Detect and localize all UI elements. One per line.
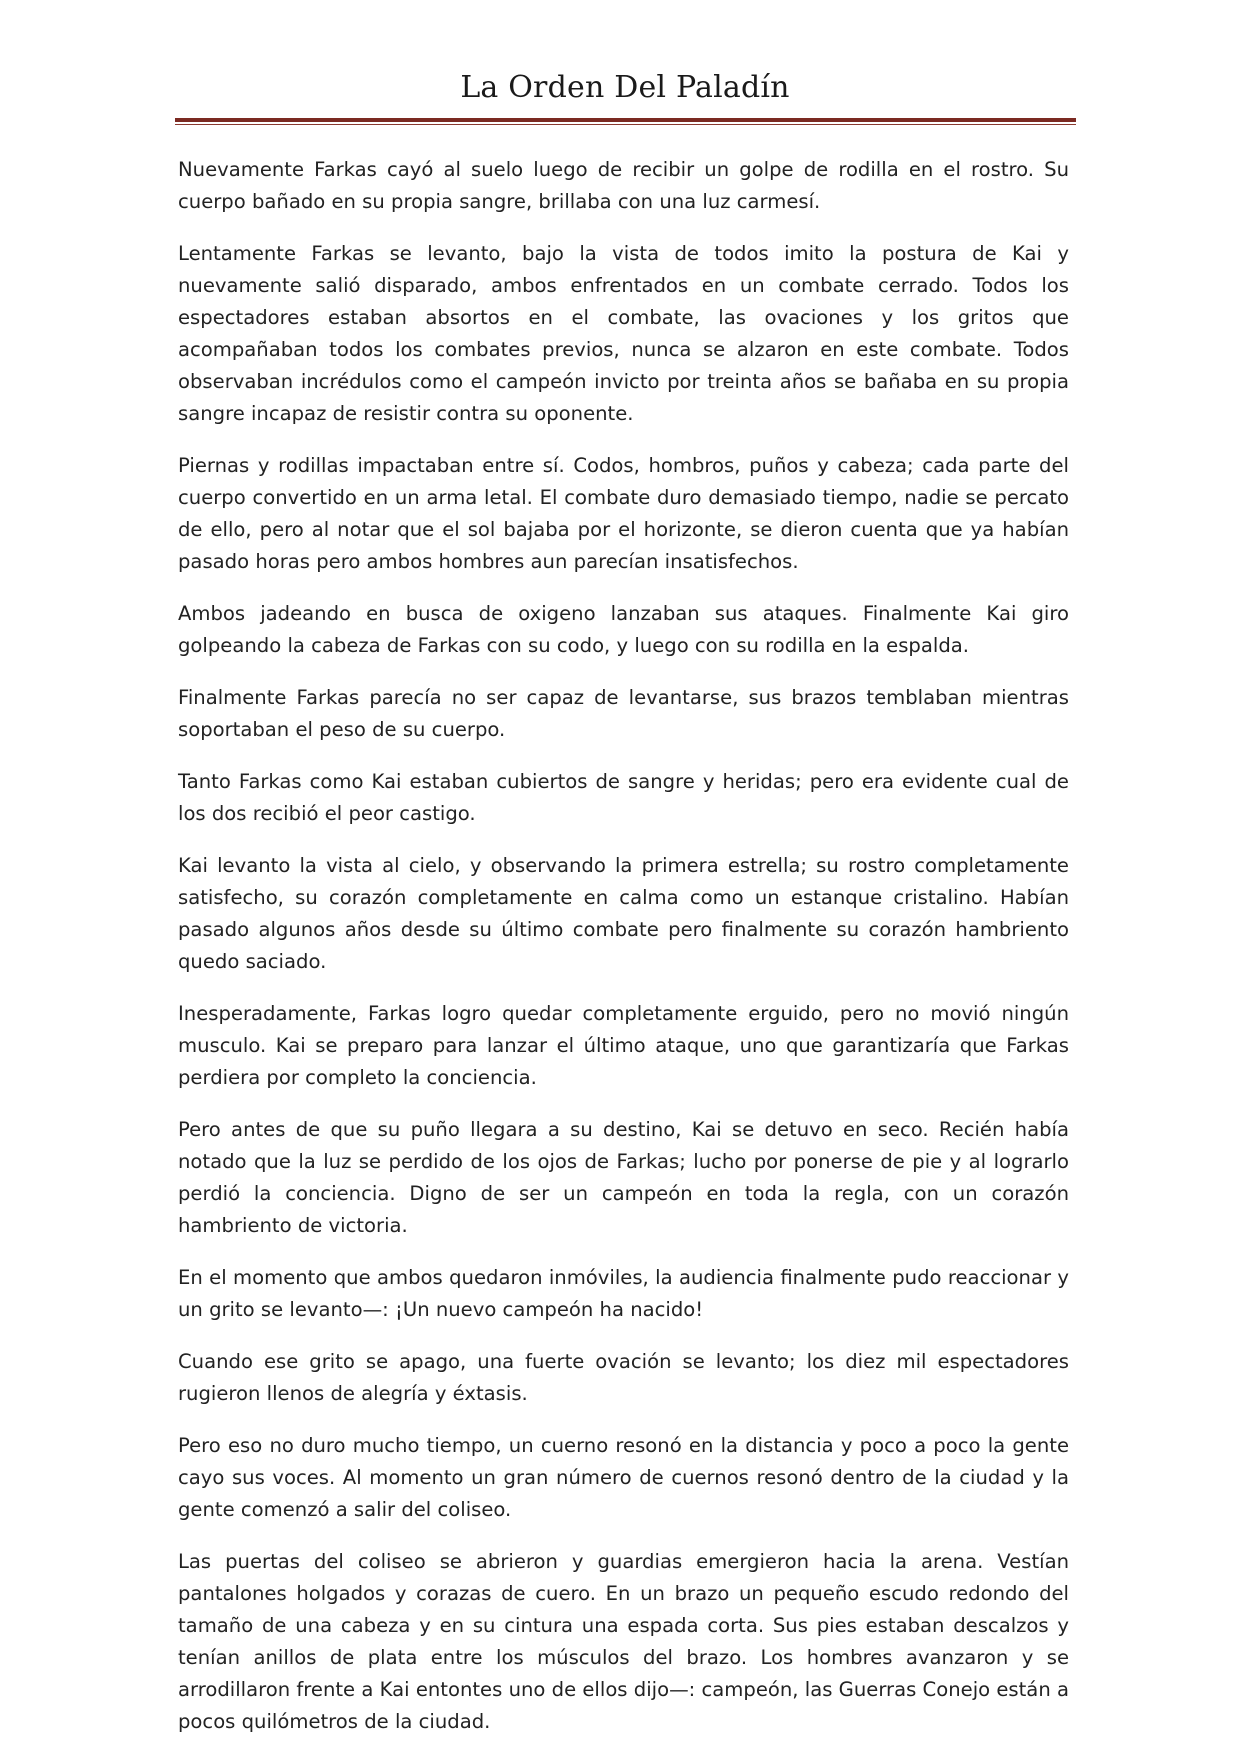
header-rule-thin [175, 124, 1076, 125]
paragraph-1: Nuevamente Farkas cayó al suelo luego de recibir un golpe de rodilla en el rostro. Su cuerpo bañado en su propia sangre, brillaba con una luz carmesí. [178, 158, 1069, 213]
paragraph-3: Piernas y rodillas impactaban entre sí. Codos, hombros, puños y cabeza; cada parte del cuerpo convertido en un arma letal. El combate duro demasiado tiempo, nadie se percato de ello, pero al notar que el sol bajaba por el horizonte, se dieron cuenta que ya habían pasado horas pero ambos hombres aun parecían insatisfechos. [178, 454, 1069, 573]
paragraph-2: Lentamente Farkas se levanto, bajo la vista de todos imito la postura de Kai y nuevamente salió disparado, ambos enfrentados en un combate cerrado. Todos los espectadores estaban absortos en el combate, las ovaciones y los gritos que acompañaban todos los combates previos, nunca se alzaron en este combate. Todos observaban incrédulos como el campeón invicto por treinta años se bañaba en su propia sangre incapaz de resistir contra su oponente. [178, 242, 1069, 425]
paragraph-4: Ambos jadeando en busca de oxigeno lanzaban sus ataques. Finalmente Kai giro golpeando la cabeza de Farkas con su codo, y luego con su rodilla en la espalda. [178, 602, 1069, 657]
paragraph-11: Cuando ese grito se apago, una fuerte ovación se levanto; los diez mil espectadores rugieron llenos de alegría y éxtasis. [178, 1350, 1069, 1405]
paragraph-13: Las puertas del coliseo se abrieron y guardias emergieron hacia la arena. Vestían pantalones holgados y corazas de cuero. En un brazo un pequeño escudo redondo del tamaño de una cabeza y en su cintura una espada corta. Sus pies estaban descalzos y tenían anillos de plata entre los músculos del brazo. Los hombres avanzaron y se arrodillaron frente a Kai entontes uno de ellos dijo—: campeón, las Guerras Conejo están a pocos quilómetros de la ciudad. [178, 1550, 1069, 1733]
paragraph-8: Inesperadamente, Farkas logro quedar completamente erguido, pero no movió ningún musculo. Kai se preparo para lanzar el último ataque, uno que garantizaría que Farkas perdiera por completo la conciencia. [178, 1002, 1069, 1089]
paragraph-10: En el momento que ambos quedaron inmóviles, la audiencia finalmente pudo reaccionar y un grito se levanto—: ¡Un nuevo campeón ha nacido! [178, 1266, 1069, 1321]
paragraph-6: Tanto Farkas como Kai estaban cubiertos de sangre y heridas; pero era evidente cual de los dos recibió el peor castigo. [178, 770, 1069, 825]
paragraph-7: Kai levanto la vista al cielo, y observando la primera estrella; su rostro completamente satisfecho, su corazón completamente en calma como un estanque cristalino. Habían pasado algunos años desde su último combate pero finalmente su corazón hambriento quedo saciado. [178, 854, 1069, 973]
body-text [178, 154, 1069, 1758]
book-title: La Orden Del Paladín [460, 70, 790, 105]
header-rule-thick [175, 118, 1076, 122]
paragraph-12: Pero eso no duro mucho tiempo, un cuerno resonó en la distancia y poco a poco la gente cayo sus voces. Al momento un gran número de cuernos resonó dentro de la ciudad y la gente comenzó a salir del coliseo. [178, 1434, 1069, 1521]
paragraph-9: Pero antes de que su puño llegara a su destino, Kai se detuvo en seco. Recién había notado que la luz se perdido de los ojos de Farkas; lucho por ponerse de pie y al lograrlo perdió la conciencia. Digno de ser un campeón en toda la regla, con un corazón hambriento de victoria. [178, 1118, 1069, 1237]
paragraph-5: Finalmente Farkas parecía no ser capaz de levantarse, sus brazos temblaban mientras soportaban el peso de su cuerpo. [178, 686, 1069, 741]
page-header [175, 70, 1075, 106]
